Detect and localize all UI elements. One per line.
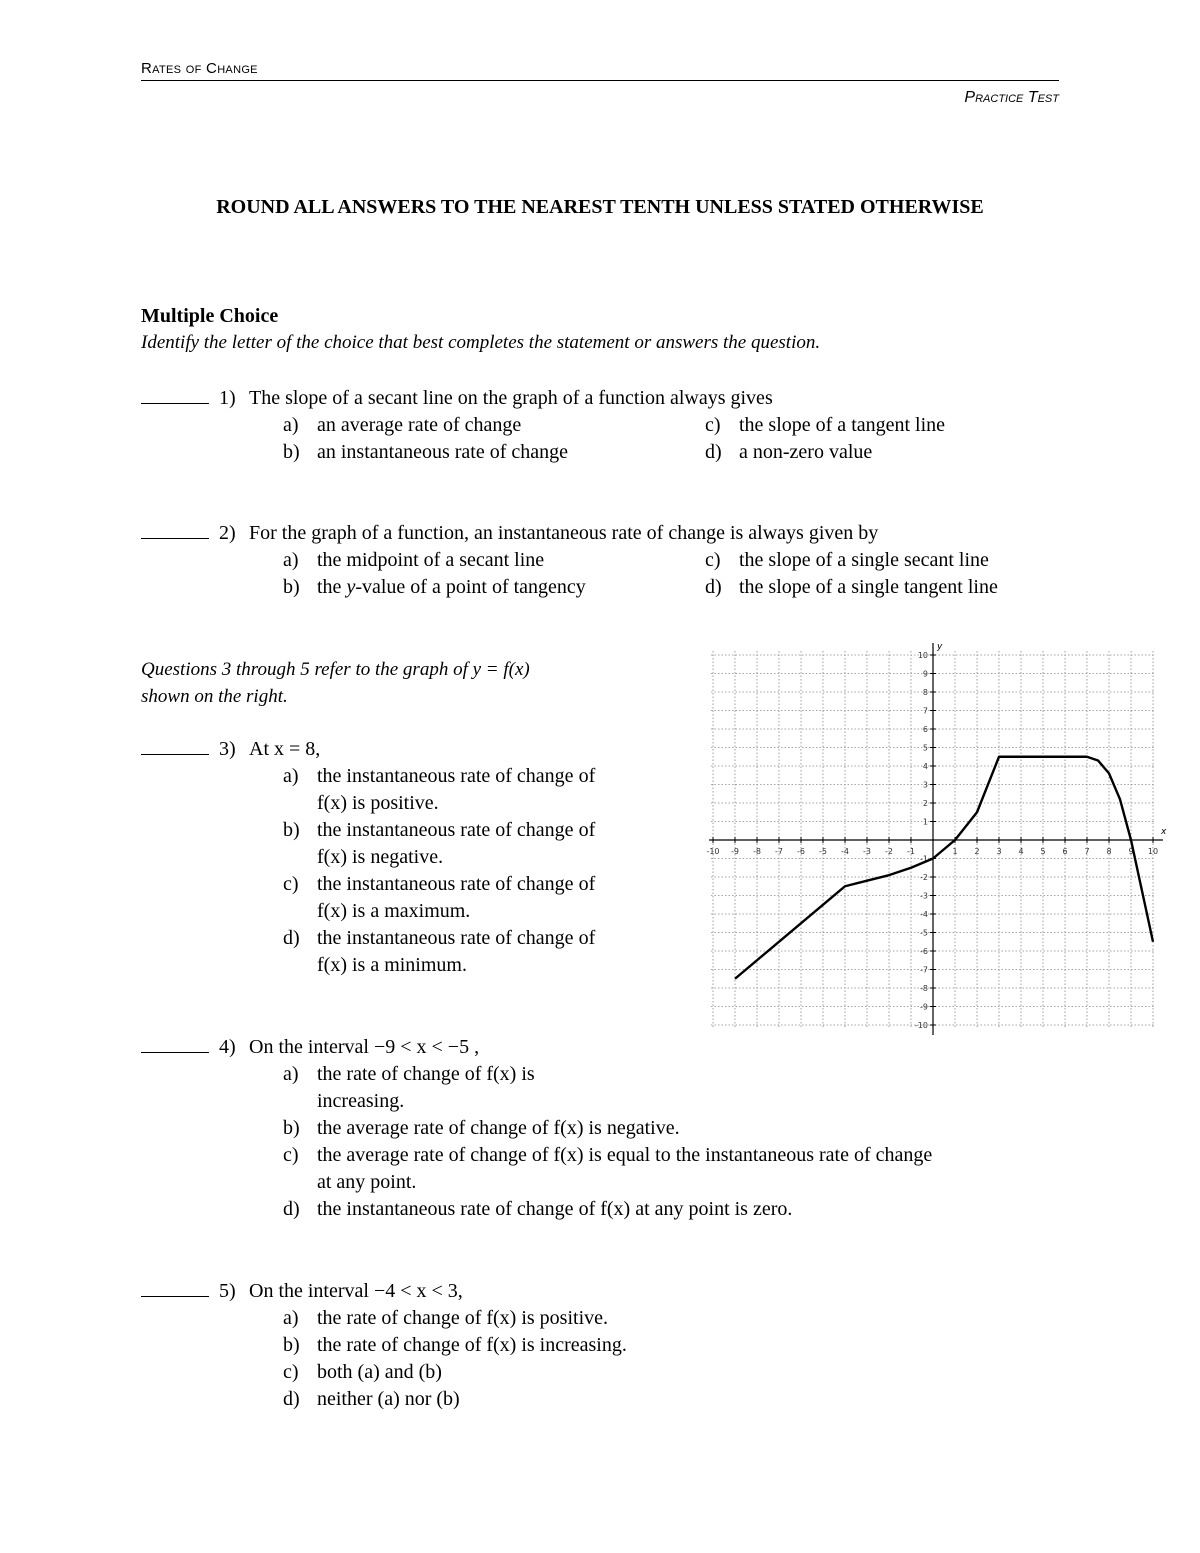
header-left-title: Rates of Change (141, 60, 258, 77)
question-number: 3) (219, 738, 236, 760)
question-number: 4) (219, 1036, 236, 1058)
x-tick-label: 5 (1040, 847, 1046, 856)
question-number: 5) (219, 1280, 236, 1302)
x-tick-label: 1 (952, 847, 958, 856)
y-tick-label: -1 (920, 854, 928, 864)
y-tick-label: 9 (922, 669, 928, 679)
x-tick-label: -2 (885, 847, 893, 856)
x-tick-label: -1 (907, 847, 915, 856)
option-d: d) the slope of a single tangent line (705, 576, 998, 598)
x-tick-label: 2 (974, 847, 980, 856)
y-tick-label: 2 (922, 799, 928, 808)
y-tick-label: 6 (922, 725, 928, 734)
section-subtitle: Identify the letter of the choice that best completes the statement or answers the question. (141, 332, 821, 353)
x-tick-label: -10 (706, 847, 720, 856)
y-tick-label: -9 (920, 1002, 928, 1012)
question-text: At x = 8, (249, 738, 321, 760)
option-d: d) the instantaneous rate of change of f(x) at any point is zero. (283, 1198, 793, 1220)
option-a: a) the rate of change of f(x) is increasing. (283, 1063, 535, 1112)
instructions: ROUND ALL ANSWERS TO THE NEAREST TENTH UNLESS STATED OTHERWISE (216, 196, 984, 218)
question-number: 1) (219, 387, 236, 409)
x-tick-label: 9 (1128, 847, 1134, 856)
question-text: On the interval −9 < x < −5 , (249, 1036, 480, 1058)
y-axis-label: y (937, 642, 943, 652)
question-4 (141, 1034, 479, 1061)
y-tick-label: -6 (920, 947, 928, 956)
question-text: The slope of a secant line on the graph of a function always gives (249, 387, 773, 409)
y-tick-label: -8 (920, 984, 928, 993)
answer-blank[interactable] (141, 389, 209, 404)
option-a: a) the instantaneous rate of change of f(x) is positive. (283, 765, 596, 814)
y-tick-label: 7 (922, 706, 928, 716)
option-a: a) an average rate of change (283, 414, 522, 436)
x-tick-label: -8 (753, 847, 761, 856)
x-axis-label: x (1161, 827, 1167, 837)
question-text: For the graph of a function, an instantaneous rate of change is always given by (249, 522, 879, 544)
option-c: c) the slope of a single secant line (705, 549, 989, 571)
x-tick-label: 6 (1062, 847, 1068, 856)
question-2 (141, 520, 878, 547)
question-number: 2) (219, 522, 236, 544)
option-b: b) the rate of change of f(x) is increasing. (283, 1334, 627, 1356)
y-tick-label: 1 (922, 817, 928, 827)
x-tick-label: 4 (1018, 847, 1024, 856)
header-right-title: Practice Test (964, 89, 1059, 106)
y-tick-label: -2 (920, 873, 928, 882)
option-c: c) the average rate of change of f(x) is equal to the instantaneous rate of change at any point. (283, 1144, 933, 1193)
function-graph (700, 635, 1170, 1045)
question-1 (141, 385, 773, 412)
x-tick-label: 8 (1106, 847, 1112, 856)
option-b: b) an instantaneous rate of change (283, 441, 569, 463)
answer-blank[interactable] (141, 524, 209, 539)
y-tick-label: -7 (920, 965, 928, 975)
x-tick-label: -4 (841, 847, 849, 856)
y-tick-label: 8 (922, 688, 928, 697)
y-tick-label: 3 (922, 780, 928, 790)
option-b: b) the average rate of change of f(x) is negative. (283, 1117, 680, 1139)
answer-blank[interactable] (141, 1038, 209, 1053)
question-5 (141, 1278, 463, 1305)
option-c: c) both (a) and (b) (283, 1361, 442, 1383)
question-text: On the interval −4 < x < 3, (249, 1280, 463, 1302)
function-curve (735, 757, 1153, 979)
option-d: d) a non-zero value (705, 441, 873, 463)
y-tick-label: 4 (922, 762, 928, 771)
option-c: c) the instantaneous rate of change of f(x) is a maximum. (283, 873, 596, 922)
y-tick-label: 10 (917, 651, 928, 660)
x-tick-label: -3 (863, 847, 871, 856)
y-tick-label: -5 (920, 928, 928, 938)
question-3 (141, 736, 320, 763)
header-rule (141, 80, 1059, 81)
y-tick-label: -4 (920, 910, 928, 919)
option-a: a) the rate of change of f(x) is positive. (283, 1307, 609, 1329)
answer-blank[interactable] (141, 1282, 209, 1297)
x-tick-label: 7 (1084, 847, 1090, 856)
option-c: c) the slope of a tangent line (705, 414, 946, 436)
option-a: a) the midpoint of a secant line (283, 549, 545, 571)
graph-note: Questions 3 through 5 refer to the graph of y = f(x) shown on the right. (141, 659, 530, 707)
y-tick-label: 5 (922, 743, 928, 753)
x-tick-label: 3 (996, 847, 1002, 856)
x-tick-label: -7 (775, 847, 783, 856)
option-b: b) the y-value of a point of tangency (283, 576, 586, 598)
answer-blank[interactable] (141, 740, 209, 755)
section-title: Multiple Choice (141, 305, 279, 327)
x-tick-label: 10 (1147, 847, 1159, 856)
option-b: b) the instantaneous rate of change of f(x) is negative. (283, 819, 596, 868)
y-tick-label: -3 (920, 891, 928, 901)
y-tick-label: -10 (914, 1021, 928, 1030)
x-tick-label: -9 (731, 847, 739, 856)
option-d: d) the instantaneous rate of change of f(x) is a minimum. (283, 927, 596, 976)
option-d: d) neither (a) nor (b) (283, 1388, 460, 1410)
x-tick-label: -6 (797, 847, 805, 856)
x-tick-label: -5 (819, 847, 827, 856)
